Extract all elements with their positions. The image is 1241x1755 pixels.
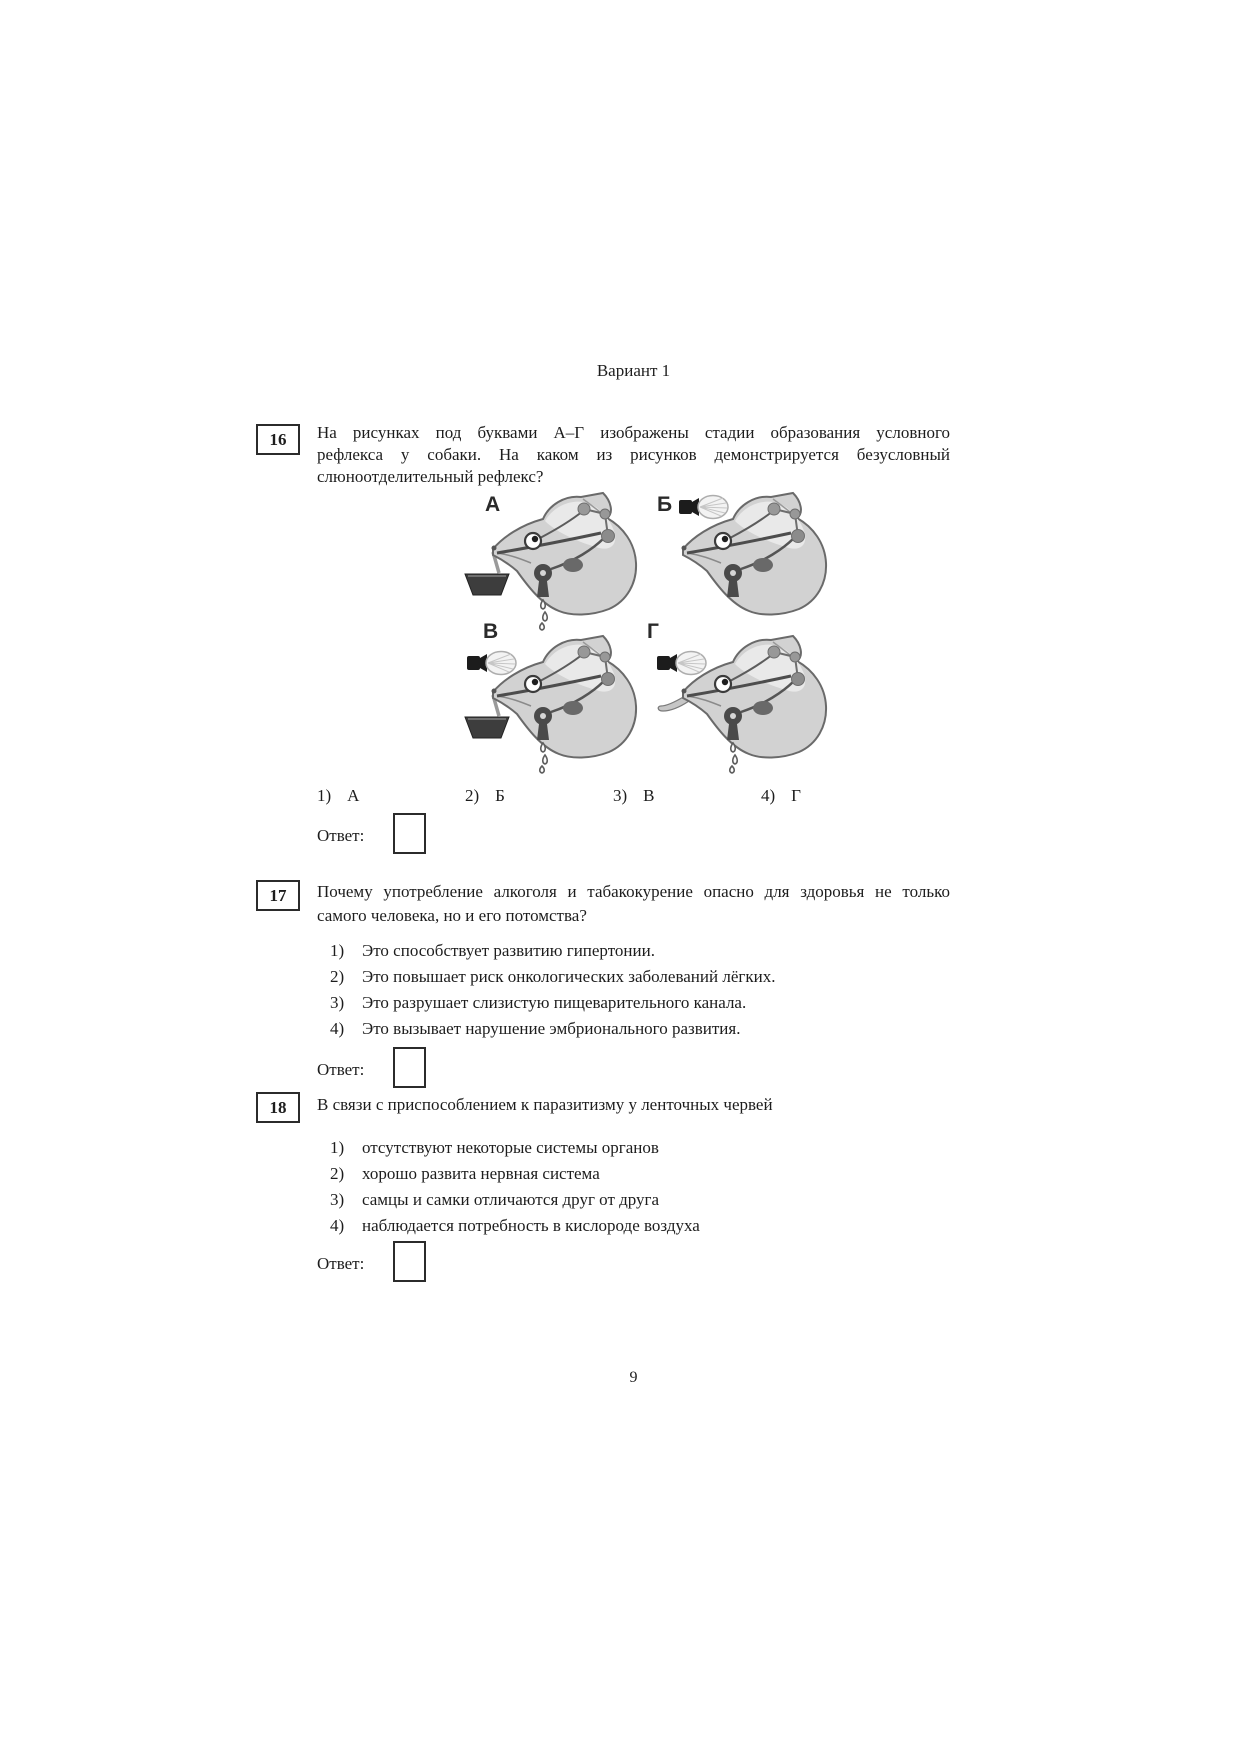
option-number: 2)	[465, 786, 480, 805]
question-16-number-badge: 16	[256, 424, 300, 455]
option-text: самцы и самки отличаются друг от друга	[362, 1190, 660, 1209]
option-number: 4)	[761, 786, 776, 805]
dog-figure-v-label: В	[483, 620, 499, 643]
question-17-line-2: самого человека, но и его потомства?	[317, 906, 587, 925]
question-17-line-1: Почему употребление алкоголя и табакокурение опасно для здоровья не только	[317, 882, 950, 901]
dog-figure-b-label: Б	[657, 493, 673, 516]
question-17-option-1	[330, 938, 950, 964]
dog-head	[492, 636, 637, 758]
question-16-line-3: слюноотделительный рефлекс?	[317, 467, 544, 486]
dog-figure-b	[645, 483, 835, 631]
option-text: Это способствует развитию гипертонии.	[362, 941, 655, 960]
light-bulb-icon	[657, 652, 706, 675]
dog-illustration	[645, 626, 835, 774]
question-18-number-badge: 18	[256, 1092, 300, 1123]
question-18-option-3	[330, 1187, 950, 1213]
question-18-option-2	[330, 1161, 950, 1187]
question-17-options	[330, 938, 950, 1042]
question-18-options	[330, 1135, 950, 1239]
question-18-answer-label: Ответ:	[317, 1254, 365, 1273]
option-text: хорошо развита нервная система	[362, 1164, 600, 1183]
question-16-option-4	[761, 786, 801, 806]
option-letter: В	[643, 786, 655, 805]
question-16-answer-label: Ответ:	[317, 826, 365, 845]
question-18-option-4	[330, 1213, 950, 1239]
option-text: отсутствуют некоторые системы органов	[362, 1138, 659, 1157]
question-16-answer-box	[393, 813, 426, 854]
question-17-answer-box	[393, 1047, 426, 1088]
option-letter: Б	[495, 786, 505, 805]
dog-figure-a	[455, 483, 645, 631]
question-18-answer-box	[393, 1241, 426, 1282]
question-17-option-4	[330, 1016, 950, 1042]
option-text: Это разрушает слизистую пищеварительного канала.	[362, 993, 747, 1012]
option-number: 1)	[330, 941, 345, 960]
option-number: 3)	[330, 1190, 345, 1209]
question-17-option-3	[330, 990, 950, 1016]
question-16-text	[317, 422, 950, 488]
option-number: 3)	[613, 786, 628, 805]
option-text: Это повышает риск онкологических заболеваний лёгких.	[362, 967, 776, 986]
dog-illustration	[455, 626, 645, 774]
option-number: 1)	[330, 1138, 345, 1157]
option-text: Это вызывает нарушение эмбрионального развития.	[362, 1019, 741, 1038]
option-number: 4)	[330, 1019, 345, 1038]
question-18-option-1	[330, 1135, 950, 1161]
question-17-text	[317, 880, 950, 928]
dog-illustration	[645, 483, 835, 631]
dog-figure-g	[645, 620, 835, 774]
option-number: 3)	[330, 993, 345, 1012]
question-16-option-2	[465, 786, 505, 806]
question-17-option-2	[330, 964, 950, 990]
dog-figure-v	[455, 620, 645, 774]
option-text: наблюдается потребность в кислороде воздуха	[362, 1216, 700, 1235]
question-16-options	[317, 786, 950, 808]
question-16-option-1	[317, 786, 359, 806]
dog-illustration	[455, 483, 645, 631]
option-number: 2)	[330, 1164, 345, 1183]
dog-figure-a-label: А	[485, 493, 501, 516]
question-16-line-1: На рисунках под буквами А–Г изображены стадии образования условного	[317, 423, 950, 442]
page-number: 9	[629, 1369, 638, 1386]
light-bulb-icon	[679, 496, 728, 519]
dog-reflex-figure	[455, 483, 835, 775]
question-16-line-2: рефлекса у собаки. На каком из рисунков демонстрируется безусловный	[317, 445, 950, 464]
question-16-option-3	[613, 786, 655, 806]
question-18-text	[317, 1094, 950, 1116]
option-number: 2)	[330, 967, 345, 986]
option-letter: А	[347, 786, 360, 805]
option-number: 4)	[330, 1216, 345, 1235]
variant-header: Вариант 1	[596, 361, 671, 380]
dog-figure-g-label: Г	[647, 620, 659, 643]
light-bulb-icon	[467, 652, 516, 675]
dog-head	[492, 493, 637, 615]
question-17-answer-label: Ответ:	[317, 1060, 365, 1079]
question-17-number-badge: 17	[256, 880, 300, 911]
question-18-line-1: В связи с приспособлением к паразитизму у ленточных червей	[317, 1095, 773, 1114]
option-letter: Г	[791, 786, 801, 805]
option-number: 1)	[317, 786, 332, 805]
